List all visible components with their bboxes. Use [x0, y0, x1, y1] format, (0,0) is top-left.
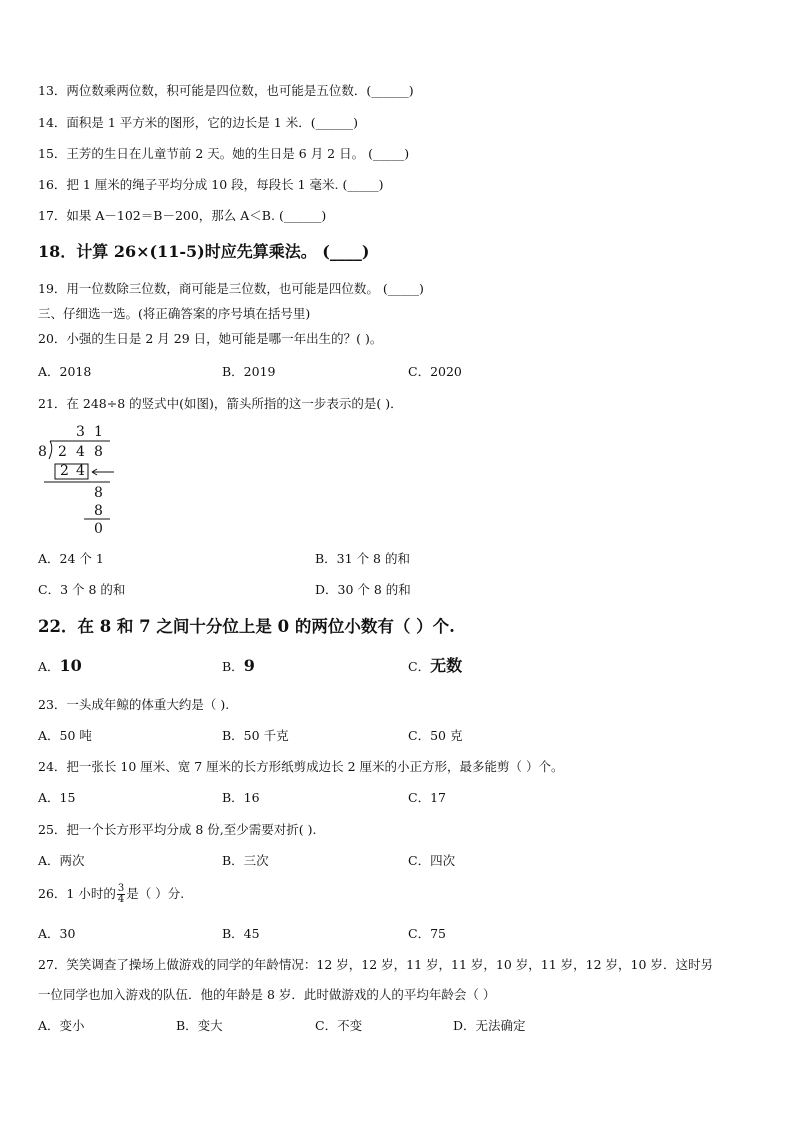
- q21-option-c: C．3 个 8 的和: [38, 582, 126, 597]
- option-letter: A．: [38, 659, 60, 674]
- option-value: 无数: [430, 656, 463, 675]
- q27-option-b: B．变大: [176, 1018, 223, 1033]
- dividend-digit: 2: [58, 444, 67, 460]
- question-23: 23．一头成年鲸的体重大约是（ ).: [38, 697, 230, 712]
- question-13: 13．两位数乘两位数，积可能是四位数，也可能是五位数．(______): [38, 83, 414, 98]
- dividend-digit: 8: [94, 444, 103, 460]
- q26-option-a: A．30: [38, 926, 76, 941]
- q23-option-a: A．50 吨: [38, 728, 92, 743]
- q25-option-a: A．两次: [38, 853, 85, 868]
- quotient-digit: 1: [94, 424, 103, 440]
- stem-before: 26．1 小时的: [38, 886, 116, 901]
- fraction-denominator: 4: [117, 894, 125, 905]
- q20-option-a: A．2018: [38, 364, 92, 379]
- step2-digit: 8: [94, 503, 103, 519]
- question-18: 18．计算 26×(11-5)时应先算乘法。 (____): [38, 242, 370, 261]
- option-letter: C．: [408, 659, 431, 674]
- q27-option-d: D．无法确定: [453, 1018, 526, 1033]
- stem-after: 是（ ）分.: [126, 886, 185, 901]
- q27-option-c: C．不变: [315, 1018, 363, 1033]
- q23-option-b: B．50 千克: [222, 728, 289, 743]
- q24-option-c: C．17: [408, 790, 446, 805]
- q24-option-b: B．16: [222, 790, 260, 805]
- question-17: 17．如果 A－102＝B－200，那么 A＜B. (______): [38, 208, 327, 223]
- dividend-digit: 4: [76, 444, 85, 460]
- q24-option-a: A．15: [38, 790, 76, 805]
- step1-digit: 4: [76, 463, 85, 479]
- question-21: 21．在 248÷8 的竖式中(如图)，箭头所指的这一步表示的是( )．: [38, 396, 403, 411]
- q26-option-b: B．45: [222, 926, 260, 941]
- question-27-line1: 27．笑笑调查了操场上做游戏的同学的年龄情况：12 岁，12 岁，11 岁，11 岁，10 岁，11 岁，12 岁，10 岁．这时另: [38, 957, 713, 972]
- q20-option-b: B．2019: [222, 364, 276, 379]
- question-22: 22．在 8 和 7 之间十分位上是 0 的两位小数有（ ）个.: [38, 617, 455, 636]
- long-division-figure: [30, 422, 130, 540]
- q21-option-a: A．24 个 1: [38, 551, 104, 566]
- question-14: 14．面积是 1 平方米的图形，它的边长是 1 米．(______): [38, 115, 358, 130]
- question-27-line2: 一位同学也加入游戏的队伍．他的年龄是 8 岁．此时做游戏的人的平均年龄会（ ）: [38, 987, 496, 1002]
- q27-option-a: A．变小: [38, 1018, 85, 1033]
- divisor-digit: 8: [38, 444, 47, 460]
- question-26: [38, 882, 184, 906]
- question-16: 16．把 1 厘米的绳子平均分成 10 段，每段长 1 毫米. (_____): [38, 177, 384, 192]
- option-value: 10: [59, 656, 82, 675]
- question-25: 25．把一个长方形平均分成 8 份,至少需要对折( ).: [38, 822, 317, 837]
- q22-option-a: [38, 658, 82, 675]
- q26-option-c: C．75: [408, 926, 446, 941]
- q21-option-b: B．31 个 8 的和: [315, 551, 410, 566]
- option-letter: B．: [222, 659, 244, 674]
- step1-digit: 2: [60, 463, 69, 479]
- q22-option-b: [222, 658, 255, 675]
- remainder-digit: 0: [94, 521, 103, 537]
- remain-digit: 8: [94, 485, 103, 501]
- q25-option-c: C．四次: [408, 853, 456, 868]
- q21-option-d: D．30 个 8 的和: [315, 582, 411, 597]
- section-title: 三、仔细选一选。(将正确答案的序号填在括号里): [38, 306, 311, 321]
- question-20: 20．小强的生日是 2 月 29 日，她可能是哪一年出生的？( )。: [38, 331, 383, 346]
- question-19: 19．用一位数除三位数，商可能是三位数，也可能是四位数。 (_____): [38, 281, 424, 296]
- q20-option-c: C．2020: [408, 364, 462, 379]
- q23-option-c: C．50 克: [408, 728, 463, 743]
- question-24: 24．把一张长 10 厘米、宽 7 厘米的长方形纸剪成边长 2 厘米的小正方形，最多能剪（ ）个。: [38, 759, 564, 774]
- fraction: [117, 884, 125, 905]
- quotient-digit: 3: [76, 424, 85, 440]
- option-value: 9: [243, 656, 255, 675]
- fraction-numerator: 3: [117, 883, 125, 894]
- question-15: 15．王芳的生日在儿童节前 2 天。她的生日是 6 月 2 日。 (_____): [38, 146, 410, 161]
- q22-option-c: [408, 658, 462, 675]
- q25-option-b: B．三次: [222, 853, 269, 868]
